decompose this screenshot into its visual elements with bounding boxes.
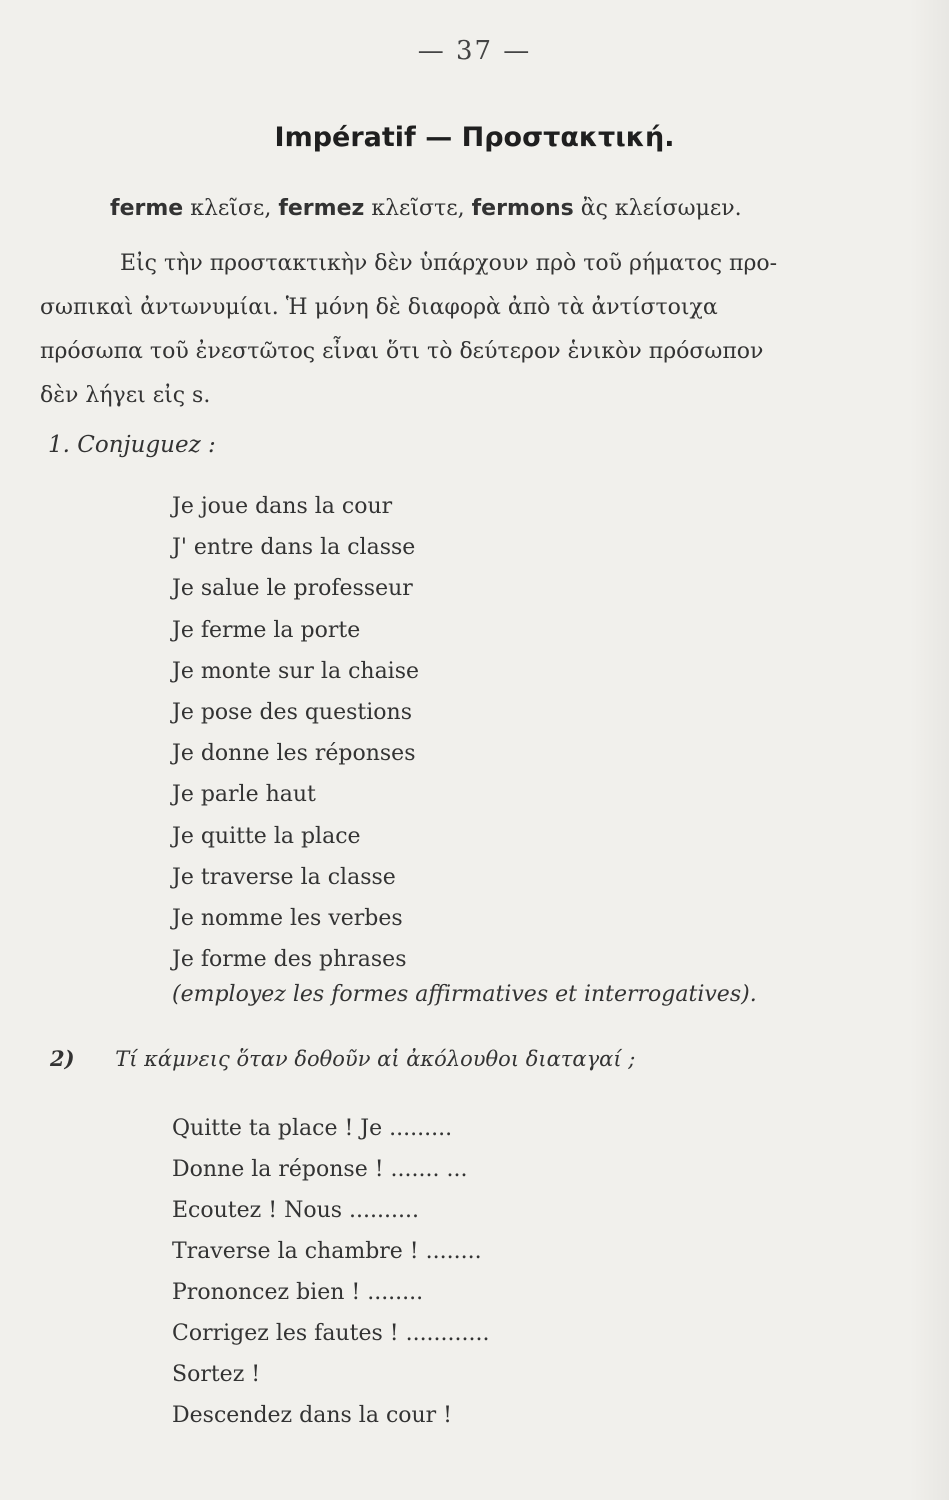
exercise-1-item: Je salue le professeur	[172, 576, 413, 602]
exercise-1-item: Je quitte la place	[172, 823, 361, 849]
exercise-1-item: Je donne les réponses	[172, 741, 416, 767]
intro-ferme: ferme	[110, 196, 184, 221]
exercise-2-item: Ecoutez ! Nous ..........	[172, 1198, 419, 1223]
intro-fermons: fermons	[471, 196, 574, 221]
exercise-1-item: Je forme des phrases	[172, 947, 407, 973]
exercise-1-item: Je monte sur la chaise	[172, 658, 420, 684]
exercise-1-item: Je joue dans la cour	[172, 494, 393, 519]
exercise-1-heading: 1. Conjuguez :	[48, 432, 216, 458]
exercise-2-item: Donne la réponse ! ....... ...	[172, 1157, 468, 1182]
exercise-1-item: Je nomme les verbes	[172, 906, 403, 932]
page-edge-shadow	[909, 0, 949, 1500]
exercise-2-item: Descendez dans la cour !	[172, 1403, 453, 1428]
page-number: — 37 —	[417, 36, 532, 66]
greek-explanation-paragraph	[40, 242, 840, 418]
exercise-1-item: Je traverse la classe	[172, 864, 396, 890]
exercise-1-note: (employez les formes affirmatives et interrogatives).	[172, 982, 757, 1007]
greek-paragraph-line: πρόσωπα τοῦ ἐνεστῶτος εἶναι ὅτι τὸ δεύτερον ἑνικὸν πρόσωπον	[40, 339, 764, 364]
page-title: Impératif — Προστακτική.	[274, 122, 675, 153]
intro-fermez-greek: κλεῖστε,	[371, 196, 465, 221]
greek-paragraph-line: σωπικαὶ ἀντωνυμίαι. Ἡ μόνη δὲ διαφορὰ ἀπὸ τὰ ἀντίστοιχα	[40, 295, 718, 320]
exercise-2-number: 2)	[50, 1046, 75, 1071]
exercise-2-heading	[50, 1046, 635, 1071]
greek-paragraph-line: δὲν λήγει εἰς s.	[40, 383, 211, 408]
imperative-example-line	[110, 196, 742, 221]
exercise-2-item: Sortez !	[172, 1362, 261, 1387]
exercise-1-list	[172, 486, 419, 980]
exercise-2-instruction: Τί κάμνεις ὅταν δοθοῦν αἱ ἀκόλουθοι διαταγαί ;	[115, 1047, 636, 1071]
exercise-2-item: Quitte ta place ! Je .........	[172, 1116, 453, 1141]
exercise-1-item: Je ferme la porte	[172, 617, 361, 643]
exercise-2-list	[172, 1108, 490, 1436]
exercise-1-item: J' entre dans la classe	[172, 535, 416, 561]
greek-paragraph-line: Εἰς τὴν προστακτικὴν δὲν ὑπάρχουν πρὸ τοῦ ρήματος προ-	[120, 251, 778, 276]
exercise-2-item: Corrigez les fautes ! ............	[172, 1321, 490, 1346]
exercise-1-item: Je parle haut	[172, 782, 316, 808]
exercise-2-item: Traverse la chambre ! ........	[172, 1239, 482, 1264]
exercise-1-item: Je pose des questions	[172, 700, 412, 726]
intro-ferme-greek: κλεῖσε,	[190, 196, 272, 221]
intro-fermez: fermez	[278, 196, 365, 221]
exercise-2-item: Prononcez bien ! ........	[172, 1280, 424, 1305]
intro-fermons-greek: ἂς κλείσωμεν.	[580, 196, 742, 221]
